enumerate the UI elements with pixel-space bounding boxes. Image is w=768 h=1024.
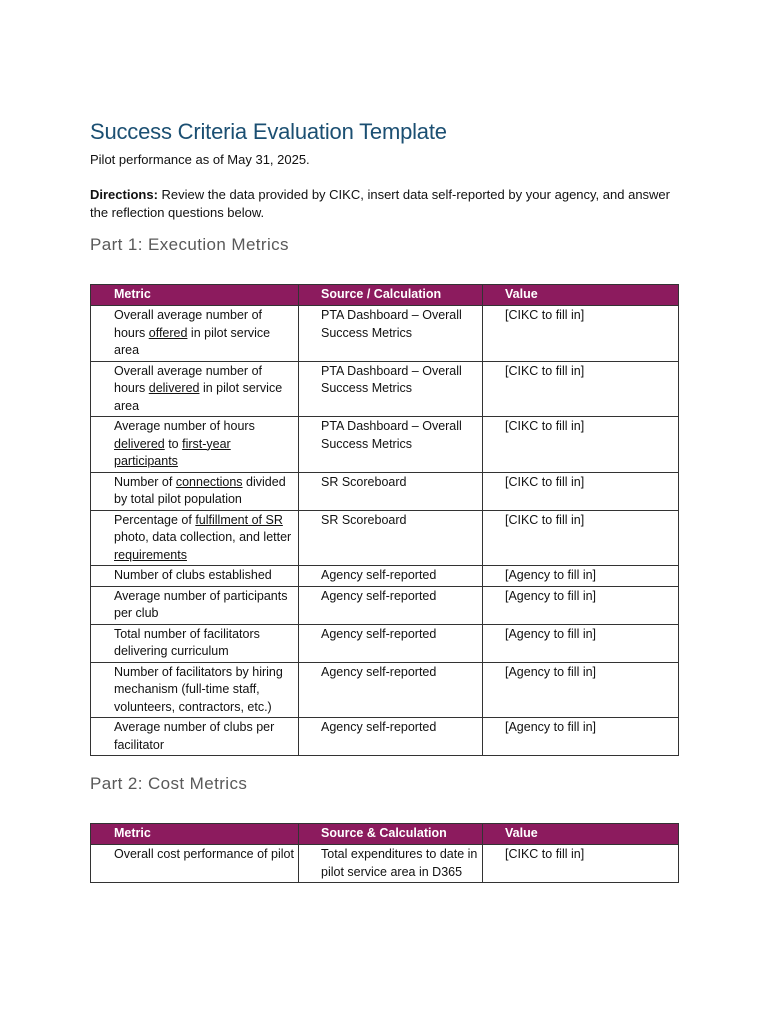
directions-paragraph (90, 186, 678, 222)
metric-text: in pilot service area (114, 325, 271, 357)
table-row (91, 566, 679, 587)
source-cell: PTA Dashboard – Overall Success Metrics (299, 417, 483, 473)
metric-cell (91, 586, 299, 624)
metric-cell (91, 845, 299, 883)
column-header-value: Value (483, 824, 679, 845)
source-cell: SR Scoreboard (299, 472, 483, 510)
value-cell: [CIKC to fill in] (483, 417, 679, 473)
value-cell: [CIKC to fill in] (483, 510, 679, 566)
metric-text-underlined: delivered (148, 381, 200, 395)
column-header-source: Source / Calculation (299, 285, 483, 306)
part1-heading: Part 1: Execution Metrics (90, 235, 289, 254)
metric-text: Percentage of (114, 512, 196, 527)
metric-cell (91, 417, 299, 473)
metric-text-underlined: requirements (114, 547, 187, 562)
part2-heading: Part 2: Cost Metrics (90, 774, 248, 793)
table-row (91, 662, 679, 718)
metric-text: Number of facilitators by hiring mechanism (full-time staff, volunteers, contractors, etc.) (114, 664, 283, 714)
value-cell: [Agency to fill in] (483, 624, 679, 662)
metric-cell (91, 510, 299, 566)
metric-cell (91, 306, 299, 362)
source-cell: Agency self-reported (299, 662, 483, 718)
column-header-value: Value (483, 285, 679, 306)
column-header-metric: Metric (91, 285, 299, 306)
table-header-row (91, 285, 679, 306)
directions-text: Review the data provided by CIKC, insert data self-reported by your agency, and answer the reflection questions below. (90, 187, 670, 220)
column-header-source: Source & Calculation (299, 824, 483, 845)
table-row (91, 417, 679, 473)
directions-label: Directions: (90, 187, 158, 202)
metric-text: Number of clubs established (114, 568, 272, 582)
column-header-metric: Metric (91, 824, 299, 845)
metric-cell (91, 718, 299, 756)
metric-text: divided by total pilot population (114, 474, 286, 506)
metric-text-underlined: delivered (114, 436, 165, 451)
source-cell: Agency self-reported (299, 718, 483, 756)
table-row (91, 510, 679, 566)
metric-cell (91, 361, 299, 417)
metric-text: Overall average number of hours (114, 308, 262, 340)
cost-metrics-table (90, 823, 679, 883)
metric-text: Average number of hours (114, 419, 255, 433)
metric-text-underlined: fulfillment of SR (195, 512, 283, 527)
metric-cell (91, 624, 299, 662)
source-cell: Agency self-reported (299, 624, 483, 662)
table-row (91, 361, 679, 417)
value-cell: [CIKC to fill in] (483, 845, 679, 883)
source-cell: SR Scoreboard (299, 510, 483, 566)
table-row (91, 306, 679, 362)
page-title: Success Criteria Evaluation Template (90, 119, 447, 144)
source-cell: Total expenditures to date in pilot service area in D365 (299, 845, 483, 883)
metric-text: photo, data collection, and letter (114, 530, 292, 544)
source-cell: Agency self-reported (299, 566, 483, 587)
metric-text: Average number of participants per club (114, 588, 288, 620)
metric-text: Overall average number of hours (114, 363, 262, 395)
table-header-row (91, 824, 679, 845)
source-cell: PTA Dashboard – Overall Success Metrics (299, 361, 483, 417)
value-cell: [CIKC to fill in] (483, 361, 679, 417)
execution-metrics-body (91, 306, 679, 756)
value-cell: [Agency to fill in] (483, 586, 679, 624)
value-cell: [Agency to fill in] (483, 718, 679, 756)
execution-metrics-table (90, 284, 679, 756)
table-row (91, 624, 679, 662)
metric-text: in pilot service area (114, 381, 283, 413)
value-cell: [CIKC to fill in] (483, 472, 679, 510)
metric-cell (91, 662, 299, 718)
metric-text: Average number of clubs per facilitator (114, 720, 275, 752)
table-row (91, 472, 679, 510)
source-cell: PTA Dashboard – Overall Success Metrics (299, 306, 483, 362)
table-row (91, 586, 679, 624)
metric-text: Number of (114, 474, 176, 489)
metric-text: to (164, 436, 183, 451)
metric-text: Overall cost performance of pilot (114, 847, 294, 861)
table-row (91, 718, 679, 756)
value-cell: [Agency to fill in] (483, 566, 679, 587)
metric-cell (91, 472, 299, 510)
metric-text-underlined: first-year participants (114, 436, 231, 468)
table-row (91, 845, 679, 883)
metric-text-underlined: offered (148, 325, 188, 340)
document-page (90, 118, 678, 883)
value-cell: [Agency to fill in] (483, 662, 679, 718)
value-cell: [CIKC to fill in] (483, 306, 679, 362)
cost-metrics-body (91, 845, 679, 883)
metric-cell (91, 566, 299, 587)
page-subtitle: Pilot performance as of May 31, 2025. (90, 152, 310, 167)
metric-text-underlined: connections (175, 474, 243, 489)
source-cell: Agency self-reported (299, 586, 483, 624)
metric-text: Total number of facilitators delivering curriculum (114, 626, 260, 658)
